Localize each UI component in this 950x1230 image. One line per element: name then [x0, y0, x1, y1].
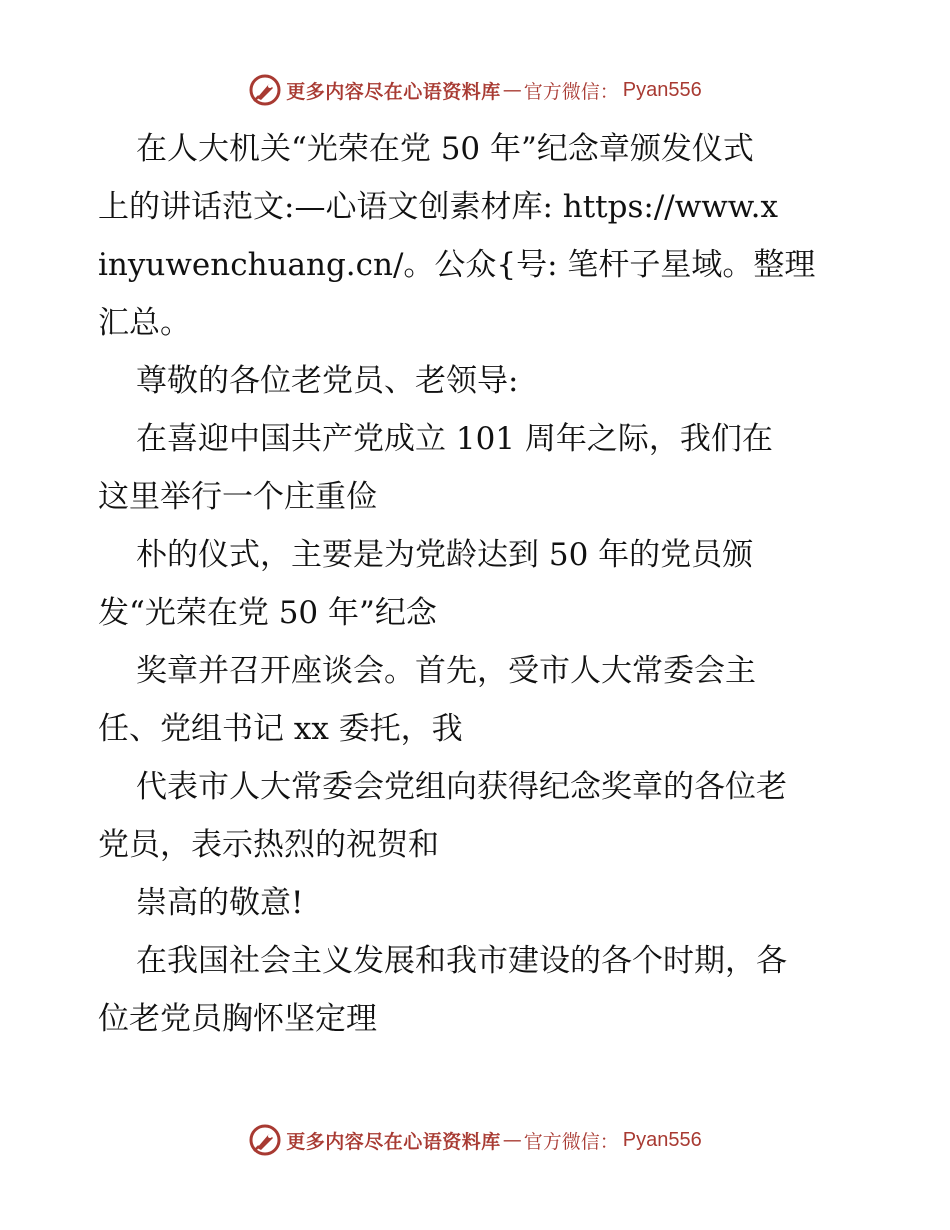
text-line: 发“光荣在党 50 年”纪念 [98, 595, 437, 631]
text-line: 朴的仪式，主要是为党龄达到 50 年的党员颁 [136, 537, 754, 573]
text-line: 党员，表示热烈的祝贺和 [98, 827, 439, 863]
text-line: 上的讲话范文:—心语文创素材库: https://www.x [98, 189, 778, 225]
header-banner [0, 70, 950, 110]
pen-nib-logo-icon [248, 73, 282, 107]
text-line: 在人大机关“光荣在党 50 年”纪念章颁发仪式 [136, 131, 754, 167]
text-line: 奖章并召开座谈会。首先，受市人大常委会主 [136, 653, 756, 689]
banner-wechat-label: 官方微信： [523, 1130, 619, 1153]
pen-nib-logo-icon [248, 1123, 282, 1157]
salutation: 尊敬的各位老党员、老领导: [136, 363, 519, 399]
banner-separator: — [502, 79, 522, 101]
text-line: 任、党组书记 xx 委托，我 [98, 711, 463, 747]
text-line: 在我国社会主义发展和我市建设的各个时期，各 [136, 943, 787, 979]
text-line: 崇高的敬意! [136, 885, 304, 921]
banner-separator: — [502, 1129, 522, 1151]
banner-wechat-id: Pyan556 [622, 1128, 702, 1151]
banner-wechat-label: 官方微信： [523, 80, 619, 103]
banner-brand-text: 更多内容尽在心语资料库 [286, 1130, 501, 1153]
text-line: 在喜迎中国共产党成立 101 周年之际，我们在 [136, 421, 773, 457]
text-line: 汇总。 [98, 305, 191, 341]
footer-banner [0, 1120, 950, 1160]
text-line: 位老党员胸怀坚定理 [98, 1001, 377, 1037]
text-line: 这里举行一个庄重俭 [98, 479, 377, 515]
document-body [98, 120, 858, 1048]
banner-brand-text: 更多内容尽在心语资料库 [286, 80, 501, 103]
text-line: inyuwenchuang.cn/。公众{号: 笔杆子星域。整理 [98, 247, 816, 283]
banner-wechat-id: Pyan556 [622, 78, 702, 101]
text-line: 代表市人大常委会党组向获得纪念奖章的各位老 [136, 769, 787, 805]
